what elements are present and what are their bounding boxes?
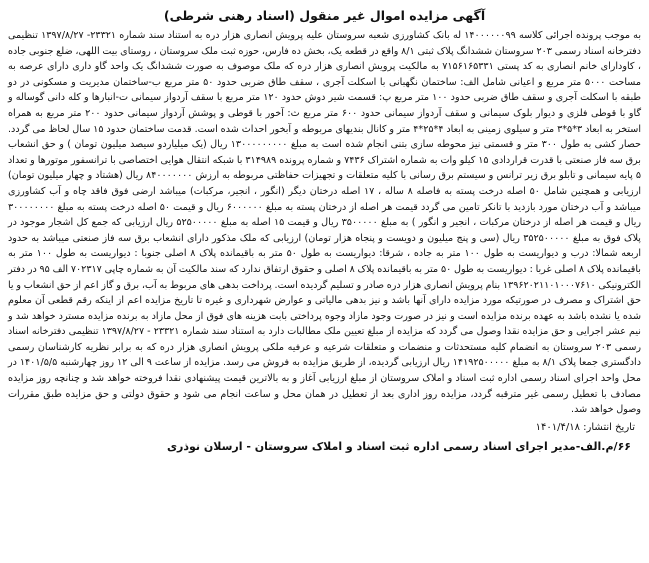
auction-notice — [8, 6, 641, 557]
notice-body: به موجب پرونده اجرائی کلاسه ۱۴۰۰۰۰۰۰۹۹ له بانک کشاورزی شعبه سروستان علیه پرویش انصاری هزار دره به استناد سند شماره ۲۳۳۲۱- ۱۳۹۷/۸/۲۷ تنظیمی دفترخانه اسناد رسمی ۲۰۳ سروستان ششدانگ پلاک ثبتی ۸/۱ واقع در قطعه یک، بخش ده فارس، حوزه ثبت ملک سروستان ، روستای بیت اللهی، ضلع جنوبی جاده ، کاودارای خانم انصاری به کد پستی ۷۱۵۶۱۶۵۳۳۱ به مالکیت پرویش انصاری هزار دره که ملک موصوف به صورت ششدانگ یک واحد گاو داری دارای عرصه به مساحت ۵۰۰۰ متر مربع و اعیانی شامل الف: ساختمان نگهبانی با اسکلت آجری ، سقف طاق ضربی حدود ۵۰ متر مربع ب-ساختمان مدیریت و مسکونی در دو طبقه با اسکلت آجری و سقف طاق ضربی حدود ۱۰۰ متر مربع پ: قسمت شیر دوش حدود ۱۲۰ متر مربع با سقف آردواز سیمانی ت-انبارها و کله دانی گوساله و گاو با قوطی فلزی و دیوار بلوک سیمانی و سقف آردواز سیمانی حدود ۶۰۰ متر مربع ث: آخور با قوطی و پوشش آردواز سیمانی حدود ۲۰۰ متر مربع به همراه استخر به ابعاد ۳*۵*۳ متر و سیلوی زمینی به ابعاد ۴*۲۵*۴ متر و کانال بندیهای مربوطه و آبخور احداث شده است. قدمت ساختمان حدود ۱۵ سال لحاظ می گردد. حصار کشی به طول ۳۰۰ متر و قسمتی نیز محوطه سازی بتنی انجام شده است به مبلغ ۱۳۰۰۰۰۰۰۰۰۰ ریال (یک میلیاردو سیصد میلیون تومان ) و حق انشعاب برق سه فاز صنعتی با قدرت قراردادی ۱۵ کیلو وات به شماره اشتراک ۷۴۳۶ و شماره پرونده ۳۱۴۹۸۹ با شبکه انتقال هوایی اختصاصی با ترانسفور موتورها و تعداد ۵ پایه سیمانی و تابلو برق زیر ترانس و سیستم برق رسانی با کلیه متعلقات و تجهیزات حفاظتی مربوطه به ارزش ۸۴۰۰۰۰۰۰۰ ریال (هشتاد و چهار میلیون تومان) ارزیابی و همچنین شامل ۵۰ اصله درخت پسته به فاصله ۸ ساله ، ۱۷ اصله درختان دیگر (انگور ، انجیر، مرکبات) میباشد ارضی فوق فاقد چاه و آب کشاورزی میباشد و آب درختان مورد بازدید با تانکر تامین می گردد قیمت هر اصله از درختان پسته به مبلغ ۶۰۰۰۰۰۰ ریال و قیمت ۵۰ اصله درخت پسته به مبلغ ۳۰۰۰۰۰۰۰۰ ریال و قیمت هر اصله از درختان مرکبات ، انجیر و انگور ) به مبلغ ۳۵۰۰۰۰۰ ریال و قیمت ۱۵ اصله به مبلغ ۵۲۵۰۰۰۰۰ ریال ارزیابی که جمع کل اشجار موجود در پلاک فوق به مبلغ ۳۵۲۵۰۰۰۰۰ ریال (سی و پنج میلیون و دویست و پنجاه هزار تومان) ارزیابی که ملک مذکور دارای انشعاب برق سه فاز صنعتی میباشد به حدود اربعه شمالا: درب و دیواریست به طول ۱۰۰ متر به جاده ، شرقا: دیواریست به طول ۵۰ متر به باقیمانده پلاک ۸ اصلی جنوبا : دیواریست به طول ۱۰۰ متر به باقیمانده پلاک ۸ اصلی غربا : دیواریست به طول ۵۰ متر به باقیمانده پلاک ۸ اصلی و حقوق ارتفاق ندارد که سند مالکیت آن به شماره چاپی ۷۰۲۳۱۷ الف ۹۵ در دفتر الکترونیکی ۱۳۹۶۲۰۲۱۱۰۱۰۰۰۷۶۱۰ بنام پرویش انصاری هزار دره صادر و تسلیم گردیده است. پرداخت بدهی های مربوط به آب، برق و گاز اعم از حق انشعاب و یا حق اشتراک و مصرف در صورتیکه مورد مزایده دارای آنها باشد و نیز بدهی مالیاتی و عوارض شهرداری و غیره تا تاریخ مزایده اعم از اینکه رقم قطعی آن معلوم شده یا نشده باشد به عهده برنده مزایده است و نیز در صورت وجود مازاد وجوه پرداختی بابت هزینه های فوق از محل مازاد به برنده مزایده مسترد خواهد شد و نیم عشر اجرایی و حق مزایده نقدا وصول می گردد که مزایده از مبلغ تعیین ملک مطالبات دارد به استناد سند شماره ۲۳۳۲۱ - ۱۳۹۷/۸/۲۷ تنظیمی دفترخانه اسناد رسمی ۲۰۳ سروستان به انضمام کلیه مستحدثات و منضمات و متعلقات شرعیه و عرفیه ملکی پرویش انصاری هزار دره که به برابر نظریه کارشناسان رسمی دادگستری جمعا پلاک ۸/۱ به مبلغ ۱۴۱۹۲۵۰۰۰۰۰ ریال ارزیابی گردیده، از طریق مزایده به فروش می رسد. مزایده از ساعت ۹ الی ۱۲ روز چهارشنبه ۱۴۰۱/۵/۵ در محل واحد اجرای اسناد رسمی اداره ثبت اسناد و املاک سروستان از مبلغ ارزیابی آغاز و به بالاترین قیمت پیشنهادی نقدا فروخته خواهد شد و چنانچه روز مزایده مصادف با تعطیل رسمی غیر مترقبه گردد، مزایده روز اداری بعد از تعطیل در همان محل و ساعت انجام می شود و حقوق دولتی و حق مزایده طبق مقررات وصول خواهد شد. — [8, 30, 642, 416]
notice-signature: ۶۶/م.الف-مدیر اجرای اسناد رسمی اداره ثبت اسناد و املاک سروستان - ارسلان نوذری — [166, 439, 631, 453]
notice-title: آگهی مزایده اموال غیر منقول (اسناد رهنی شرطی) — [163, 8, 486, 23]
publication-date: تاریخ انتشار: ۱۴۰۱/۴/۱۸ — [535, 421, 635, 433]
